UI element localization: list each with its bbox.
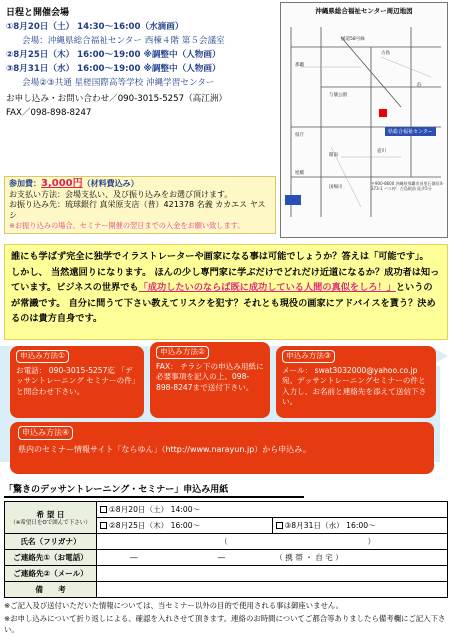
mail-field[interactable] bbox=[97, 566, 448, 582]
map-marker bbox=[379, 109, 387, 117]
tel-field[interactable]: ― ― （ 携 帯 ・ 自 宅 ） bbox=[97, 550, 448, 566]
checkbox[interactable] bbox=[100, 506, 107, 513]
application-form bbox=[4, 482, 448, 635]
fee-box bbox=[4, 176, 276, 234]
method-2-title: 申込み方法② bbox=[156, 346, 209, 359]
wish-date-sub: （※希望日をOで囲んで下さい） bbox=[10, 520, 91, 526]
method-3-box bbox=[276, 346, 436, 418]
name-field[interactable]: （ ） bbox=[97, 534, 448, 550]
map-bus-stop bbox=[285, 195, 301, 205]
intro-highlight: 「成功したいのならば既に成功している人間の真似をしろ！」 bbox=[138, 282, 396, 293]
method-1-box bbox=[10, 346, 144, 418]
fee-line bbox=[9, 179, 271, 190]
form-note-1: ※ご記入及び送付いただいた情報については、当セミナー以外の目的で使用される事は御座いません。 bbox=[4, 601, 344, 610]
mail-label: ご連絡先②（メール） bbox=[5, 566, 97, 582]
map-center-label: 県総合福祉センター bbox=[385, 127, 436, 136]
wish-date-label-text: 希 望 日 bbox=[36, 510, 65, 519]
fee-label-after: （材料費込み） bbox=[82, 179, 139, 188]
session-1: ①8月20日（土） 14:30～16:00（水滴画） bbox=[6, 22, 184, 32]
contact-fax: FAX／098-898-8247 bbox=[6, 108, 92, 118]
method-3-body: メール： swat3032000@yahoo.co.jp 宛、デッサントレーニングセミナーの件と入力し、お名前と連絡先を添えて送信下さい。 bbox=[282, 365, 427, 406]
map-label: 那覇 bbox=[295, 63, 304, 68]
checkbox[interactable] bbox=[100, 522, 107, 529]
form-note-2: ※お申し込みについて折り返しによる、確認を入れさせて頂きます。連絡のお時間についてご都合等ありましたら備考欄にご記入下さい。 bbox=[4, 614, 446, 634]
session-2: ②8月25日（木） 16:00～19:00 ※調整中（人物画） bbox=[6, 50, 221, 60]
remarks-label: 備 考 bbox=[5, 582, 97, 598]
method-4-box bbox=[10, 422, 434, 474]
wish-option-2[interactable]: ②8月25日（木） 16:00～ bbox=[97, 518, 273, 534]
map-label: 国道58号線 bbox=[341, 37, 365, 42]
wish-date-label bbox=[5, 502, 97, 534]
map-label: 開南 bbox=[329, 153, 338, 158]
remarks-field[interactable] bbox=[97, 582, 448, 598]
intro-box bbox=[4, 244, 448, 340]
wish-option-3[interactable]: ③8月31日（水） 16:00～ bbox=[272, 518, 448, 534]
map-label: 与儀公園 bbox=[329, 93, 347, 98]
intro-text-2: というのが常識です。 自分に問うて下さい教えてリスクを犯す？それとも現役の画家にアドバイスを貰う？決めるのは貴方自身です。 bbox=[11, 282, 436, 324]
map-label: 旭橋 bbox=[295, 171, 304, 176]
method-2-body: FAX： チラシ下の申込み用紙に必要事項を記入の上、098-898-8247まで送付下さい。 bbox=[156, 361, 264, 392]
map-access-info: 〒900-8600 沖縄県那覇市首里石嶺町4-373-1 バス停：古島駅前 徒歩5分 bbox=[371, 181, 444, 191]
map-label: 県庁 bbox=[295, 133, 304, 138]
session-3: ③8月31日（水） 16:00～19:00 ※調整中（人物画） bbox=[6, 64, 221, 74]
intro-text-1: 誰にも学ばず完全に独学でイラストレーターや画家になる事は可能でしょうか？答えは「可能です」。 しかし、 当然遠回りになります。 ほんの少し専門家に学ぶだけでどれだけ近道になるか？成功者は知っています。ビジネスの世界でも bbox=[11, 251, 440, 293]
form-table bbox=[4, 501, 448, 598]
tel-label: ご連絡先①（お電話） bbox=[5, 550, 97, 566]
map-label: 壺川 bbox=[377, 149, 386, 154]
fee-payment: お支払い方法：会場支払い、及び振り込みをお選び頂けます。 bbox=[9, 189, 233, 199]
method-4-body: 県内のセミナー情報サイト「ならゆん」（http://www.narayun.jp）から申込み。 bbox=[18, 445, 311, 454]
method-1-body: お電話： 090-3015-5257迄 「デッサントレーニング セミナーの件」と問合わせ下さい。 bbox=[16, 365, 136, 396]
map-label: 泊 bbox=[417, 83, 422, 88]
map-label: 国場川 bbox=[329, 185, 343, 190]
method-2-box bbox=[150, 342, 270, 418]
fee-label: 参加費： bbox=[9, 179, 41, 188]
checkbox[interactable] bbox=[276, 522, 283, 529]
fee-note: ※お振り込みの場合、セミナー開催の翌日までの入金をお願い致します。 bbox=[9, 221, 245, 230]
wish-option-1[interactable]: ①8月20日（土） 14:00～ bbox=[97, 502, 448, 518]
area-map bbox=[280, 2, 448, 238]
fee-bank: お振り込み先：琉球銀行 真栄原支店（普）421378 名義 カカエス ヤスシ bbox=[9, 200, 266, 220]
contact-tel: お申し込み・お問い合わせ／090-3015-5257（高江洲） bbox=[6, 94, 228, 104]
method-4-title: 申込み方法④ bbox=[18, 426, 73, 440]
fee-amount: 3,000円 bbox=[41, 178, 83, 189]
venue-2-3: 会場②③共通 星槎国際高等学校 沖縄学習センター bbox=[22, 78, 215, 88]
method-3-title: 申込み方法③ bbox=[282, 350, 335, 363]
map-title: 沖縄県総合福祉センター周辺地図 bbox=[315, 7, 413, 15]
map-label: 古島 bbox=[381, 51, 390, 56]
venue-1: 会場：沖縄県総合福祉センター 西棟４階 第５会議室 bbox=[22, 36, 225, 46]
name-label: 氏名（フリガナ） bbox=[5, 534, 97, 550]
form-title: 「驚きのデッサントレーニング・セミナー」申込み用紙 bbox=[4, 482, 304, 498]
schedule-title: 日程と開催会場 bbox=[6, 8, 70, 18]
schedule-section bbox=[6, 6, 278, 120]
method-1-title: 申込み方法① bbox=[16, 350, 69, 363]
